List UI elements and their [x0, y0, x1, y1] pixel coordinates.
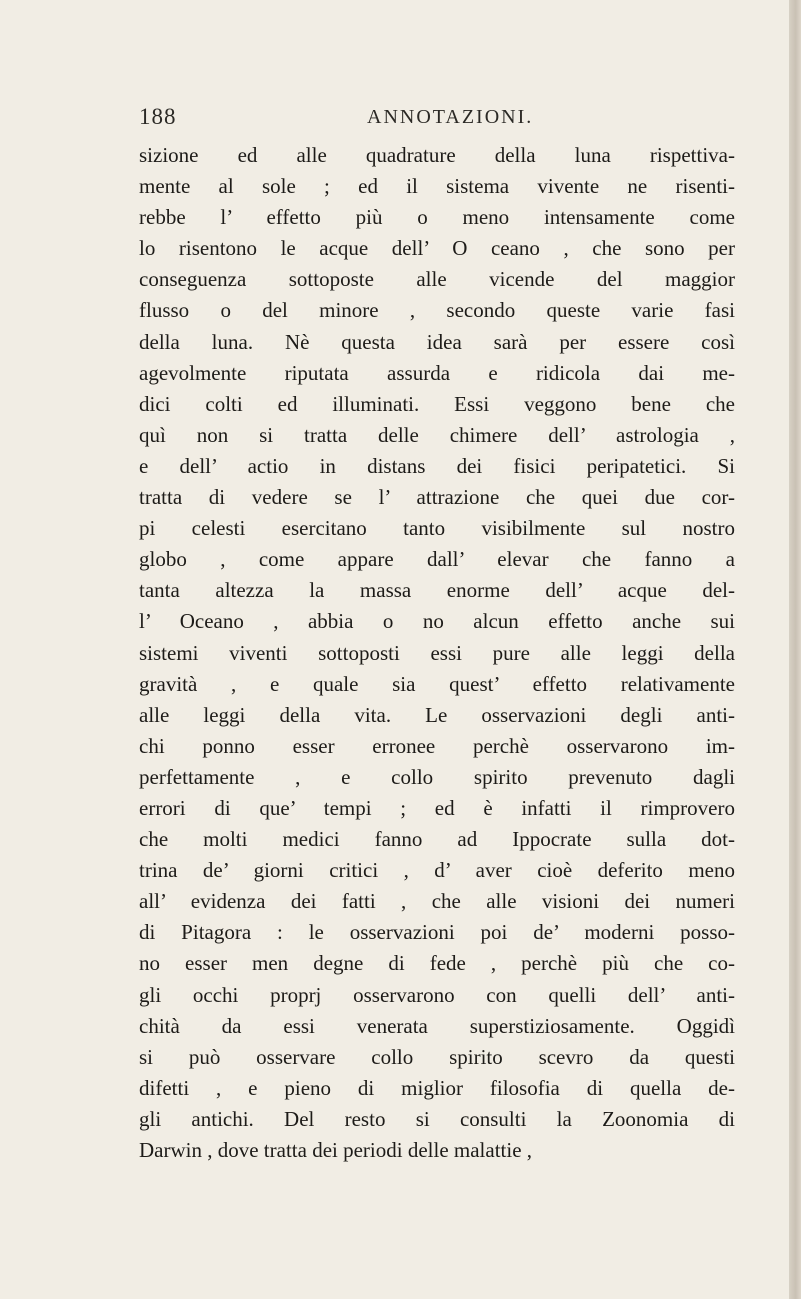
text-line: all’ evidenza dei fatti , che alle visioni dei numeri	[139, 889, 735, 914]
text-line: Darwin , dove tratta dei periodi delle malattie ,	[139, 1138, 533, 1162]
text-line: sizione ed alle quadrature della luna rispettiva-	[139, 143, 735, 167]
text-line: si può osservare collo spirito scevro da questi	[139, 1044, 735, 1069]
text-line: gravità , e quale sia quest’ effetto relativamente	[139, 671, 735, 696]
text-line: globo , come appare dall’ elevar che fanno a	[139, 547, 735, 572]
text-line: gli occhi proprj osservarono con quelli dell’ anti-	[139, 982, 735, 1007]
text-line: pi celesti esercitano tanto visibilmente sul nostro	[139, 516, 735, 541]
text-line: flusso o del minore , secondo queste varie fasi	[139, 298, 735, 323]
text-line: trina de’ giorni critici , d’ aver cioè deferito meno	[139, 858, 735, 883]
text-line: mente al sole ; ed il sistema vivente ne risenti-	[139, 174, 735, 199]
text-line: errori di que’ tempi ; ed è infatti il rimprovero	[139, 795, 735, 820]
page-number: 188	[139, 104, 177, 129]
text-line: lo risentono le acque dell’ O ceano , che sono per	[139, 236, 735, 261]
text-line: conseguenza sottoposte alle vicende del maggior	[139, 267, 735, 292]
text-line: difetti , e pieno di miglior filosofia di quella de-	[139, 1075, 735, 1100]
text-line: alle leggi della vita. Le osservazioni degli anti-	[139, 702, 735, 727]
body-text	[139, 140, 735, 1166]
text-line: tratta di vedere se l’ attrazione che quei due cor-	[139, 485, 735, 510]
text-line: tanta altezza la massa enorme dell’ acque del-	[139, 578, 735, 603]
text-line: l’ Oceano , abbia o no alcun effetto anche sui	[139, 609, 735, 634]
text-line: della luna. Nè questa idea sarà per essere così	[139, 329, 735, 354]
text-line: quì non si tratta delle chimere dell’ astrologia ,	[139, 422, 735, 447]
text-line: che molti medici fanno ad Ippocrate sulla dot-	[139, 827, 735, 852]
page-edge-shadow	[789, 0, 801, 1299]
page-header	[139, 104, 735, 140]
text-line: chità da essi venerata superstiziosamente. Oggidì	[139, 1013, 735, 1038]
text-line: sistemi viventi sottoposti essi pure alle leggi della	[139, 640, 735, 665]
text-line: e dell’ actio in distans dei fisici peripatetici. Si	[139, 453, 735, 478]
text-line: perfettamente , e collo spirito prevenuto dagli	[139, 764, 735, 789]
text-line: di Pitagora : le osservazioni poi de’ moderni posso-	[139, 920, 735, 945]
text-line: agevolmente riputata assurda e ridicola dai me-	[139, 360, 735, 385]
text-line: rebbe l’ effetto più o meno intensamente come	[139, 205, 735, 230]
text-line: no esser men degne di fede , perchè più che co-	[139, 951, 735, 976]
text-line: chi ponno esser erronee perchè osservarono im-	[139, 733, 735, 758]
text-line: dici colti ed illuminati. Essi veggono bene che	[139, 391, 735, 416]
text-line: gli antichi. Del resto si consulti la Zoonomia di	[139, 1106, 735, 1131]
running-head: ANNOTAZIONI.	[367, 106, 534, 128]
